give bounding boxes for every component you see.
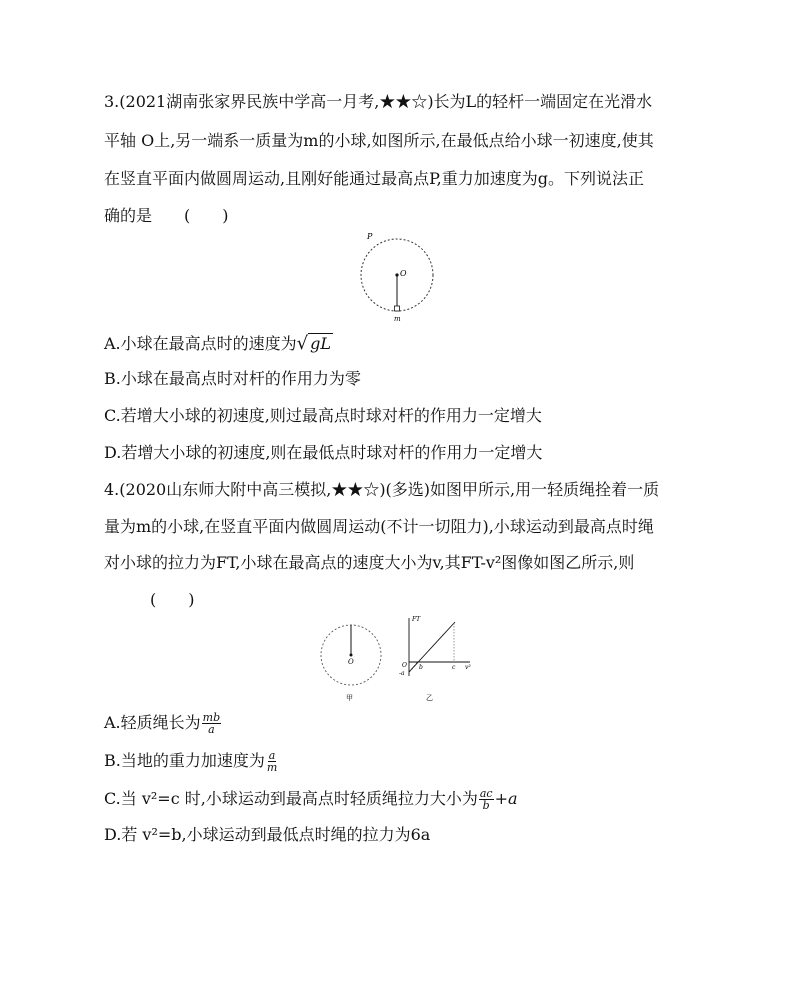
q4-label-O-right: O	[402, 662, 407, 669]
q4-label-b: b	[419, 664, 423, 671]
q4-option-c-text: C.当 v²=c 时,小球运动到最高点时轻质绳拉力大小为	[104, 789, 478, 808]
q4-figure	[315, 612, 480, 707]
q3-option-b[interactable]: B.小球在最高点时对杆的作用力为零	[104, 369, 361, 388]
q3-label-O: O	[400, 269, 407, 278]
q4-stem-line-1: 4.(2020山东师大附中高三模拟,★★☆)(多选)如图甲所示,用一轻质绳拴着一质	[104, 480, 660, 499]
q4-stem-line-3: 对小球的拉力为FT,小球在最高点的速度大小为v,其FT-v²图像如图乙所示,则	[104, 553, 635, 572]
q4-center-dot	[350, 654, 353, 657]
q3-option-a-text: A.小球在最高点时的速度为	[104, 334, 297, 353]
q4-option-a[interactable]	[104, 712, 222, 735]
q3-stem-line-4: 确的是 ( )	[104, 206, 229, 225]
q4-label-FT: FT	[412, 616, 421, 623]
q4-option-a-text: A.轻质绳长为	[104, 713, 201, 732]
q4-graph-line	[409, 622, 455, 672]
q3-label-P: P	[367, 232, 373, 241]
q3-option-a[interactable]: A.小球在最高点时的速度为√ gL	[104, 333, 332, 354]
q3-circle-figure	[355, 232, 445, 326]
q4-option-c-fraction: $\frac{ac}{b}$	[479, 787, 493, 812]
q3-option-a-sqrt: gL	[310, 334, 332, 353]
q4-option-a-fraction: $\frac{mb}{a}$	[202, 711, 221, 736]
q4-caption-left: 甲	[346, 694, 353, 702]
q4-label-O-left: O	[348, 658, 354, 666]
q4-option-b[interactable]	[104, 750, 279, 773]
q4-option-b-fraction: $\frac{a}{m}$	[266, 749, 278, 774]
q3-stem-line-3: 在竖直平面内做圆周运动,且刚好能通过最高点P,重力加速度为g。下列说法正	[104, 169, 644, 188]
q3-stem-line-2: 平轴 O上,另一端系一质量为m的小球,如图所示,在最低点给小球一初速度,使其	[104, 131, 654, 150]
q4-stem-line-2: 量为m的小球,在竖直平面内做圆周运动(不计一切阻力),小球运动到最高点时绳	[104, 517, 654, 536]
q3-ball	[395, 306, 400, 311]
q3-label-m: m	[394, 315, 401, 323]
q4-label-v2: v²	[465, 664, 471, 671]
q4-option-b-text: B.当地的重力加速度为	[104, 751, 265, 770]
q3-option-c[interactable]: C.若增大小球的初速度,则过最高点时球对杆的作用力一定增大	[104, 406, 542, 425]
q4-option-d[interactable]: D.若 v²=b,小球运动到最低点时绳的拉力为6a	[104, 825, 431, 844]
q4-caption-right: 乙	[426, 694, 433, 702]
q4-option-c-suffix: +a	[494, 789, 518, 808]
q3-stem-line-1: 3.(2021湖南张家界民族中学高一月考,★★☆)长为L的轻杆一端固定在光滑水	[104, 92, 653, 111]
q3-option-d[interactable]: D.若增大小球的初速度,则在最低点时球对杆的作用力一定增大	[104, 443, 543, 462]
q4-label-c: c	[452, 664, 456, 671]
q4-label-neg-a: -a	[399, 670, 405, 677]
q4-stem-line-4: ( )	[150, 590, 195, 609]
q4-option-c[interactable]	[104, 788, 518, 811]
